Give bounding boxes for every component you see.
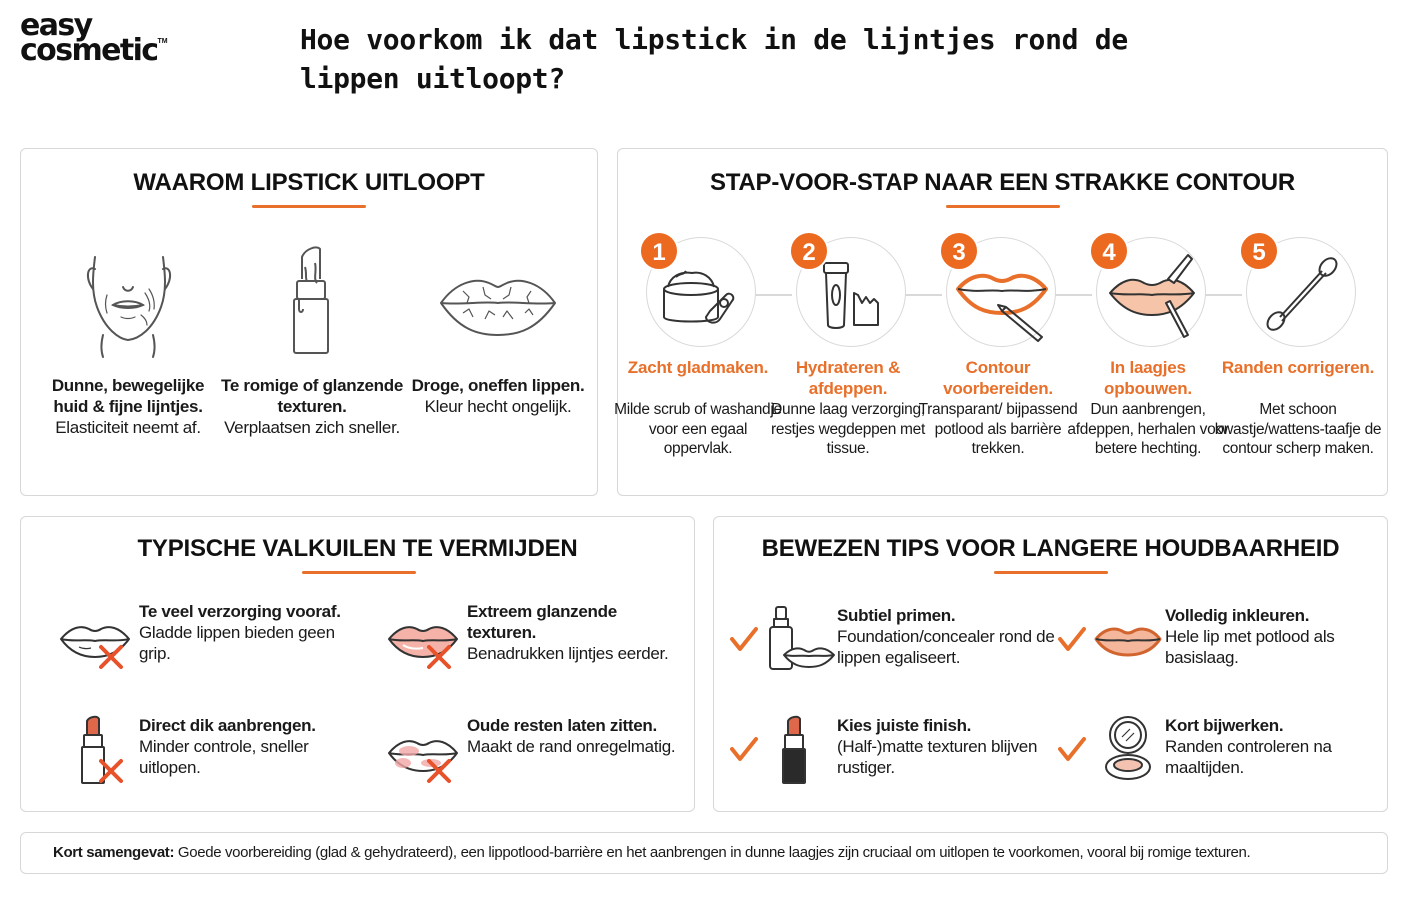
step-text: Dunne laag verzorging, restjes wegdeppen met tissue.: [771, 401, 925, 457]
step-text: Transparant/ bijpassend potlood als barrière trekken.: [918, 401, 1078, 457]
primer-bottle-icon: [728, 605, 838, 685]
cause-item: [403, 239, 593, 416]
tip-item: [1056, 715, 1376, 805]
pitfall-text: [139, 601, 359, 664]
step-number-badge: 1: [639, 231, 679, 271]
pitfall-text: [139, 715, 359, 778]
step-number-badge: 5: [1239, 231, 1279, 271]
causes-title: WAAROM LIPSTICK UITLOOPT: [133, 169, 485, 196]
tip-heading: Volledig inkleuren.: [1165, 606, 1310, 625]
pitfall-item: [59, 715, 359, 805]
pitfall-item: [387, 715, 687, 805]
title-underline: [946, 205, 1060, 208]
tip-item: [728, 605, 1055, 695]
brand-line-1: easy: [20, 8, 92, 43]
tip-heading: Subtiel primen.: [837, 606, 956, 625]
step-connector: [1202, 294, 1242, 296]
pitfall-heading: Oude resten laten zitten.: [467, 716, 657, 735]
step-text: Dun aanbrengen, afdeppen, herhalen voor betere hechting.: [1067, 401, 1229, 457]
smudged-lips-x-icon: [387, 715, 467, 795]
step-number-badge: 3: [939, 231, 979, 271]
step-connector: [1052, 294, 1092, 296]
check-icon: [732, 629, 756, 649]
title-underline: [302, 571, 416, 574]
steps-title: STAP-VOOR-STAP NAAR EEN STRAKKE CONTOUR: [709, 169, 1296, 196]
tip-text: [837, 715, 1057, 778]
pitfall-item: [387, 601, 687, 691]
summary-label: Kort samengevat:: [53, 844, 175, 861]
pitfall-text: [467, 715, 687, 757]
step-connector: [902, 294, 942, 296]
pitfall-text: [467, 601, 687, 664]
causes-panel: [20, 148, 598, 496]
cause-item: [33, 239, 223, 437]
compact-mirror-icon: [1056, 715, 1166, 795]
pitfall-heading: Direct dik aanbrengen.: [139, 716, 316, 735]
face-wrinkles-icon: [63, 239, 193, 359]
check-icon: [1060, 739, 1084, 759]
title-underline: [252, 205, 366, 208]
tip-heading: Kort bijwerken.: [1165, 716, 1284, 735]
step-text: Milde scrub of washandje voor een egaal oppervlak.: [614, 401, 782, 457]
tips-panel: [713, 516, 1388, 812]
glossy-lips-x-icon: [59, 601, 139, 681]
cause-item: [217, 239, 407, 437]
step-number-badge: 4: [1089, 231, 1129, 271]
pitfalls-title: TYPISCHE VALKUILEN TE VERMIJDEN: [137, 535, 578, 562]
cause-text: Verplaatsen zich sneller.: [224, 418, 400, 437]
tip-description: Hele lip met potlood als basislaag.: [1165, 627, 1335, 667]
step-title: Hydrateren & afdeppen.: [795, 358, 901, 398]
tips-title: BEWEZEN TIPS VOOR LANGERE HOUDBAARHEID: [761, 535, 1340, 562]
summary-bar: [20, 832, 1388, 874]
summary-text: Goede voorbereiding (glad & gehydrateerd), een lippotlood-barrière en het aanbrengen in dunne laagjes zijn cruciaal om uitlopen te voorkomen, vooral bij romige texturen.: [174, 844, 1251, 861]
tip-text: [837, 605, 1057, 668]
cause-text: Elasticiteit neemt af.: [55, 418, 201, 437]
cause-heading: Dunne, bewegelijke huid & fijne lijntjes. Elasticiteit neemt af.: [33, 375, 223, 438]
step-connector: [752, 294, 792, 296]
tip-heading: Kies juiste finish.: [837, 716, 972, 735]
tip-text: [1165, 605, 1385, 668]
pitfall-description: Gladde lippen bieden geen grip.: [139, 623, 335, 663]
step-title: In laagjes opbouwen.: [1104, 358, 1192, 398]
lipstick-x-icon: [59, 715, 139, 795]
check-icon: [1060, 629, 1084, 649]
page-title: Hoe voorkom ik dat lipstick in de lijntjes rond de lippen uitloopt?: [300, 23, 1128, 95]
step-title: Randen corrigeren.: [1221, 358, 1375, 377]
step-text: Met schoon kwastje/wattens-taafje de contour scherp maken.: [1214, 401, 1382, 457]
tip-text: [1165, 715, 1385, 778]
pitfall-item: [59, 601, 359, 691]
shiny-lips-x-icon: [387, 601, 467, 681]
tip-description: (Half-)matte texturen blijven rustiger.: [837, 737, 1038, 777]
title-underline: [994, 571, 1108, 574]
check-icon: [732, 739, 756, 759]
pitfall-description: Maakt de rand onregelmatig.: [467, 737, 676, 756]
pitfall-heading: Extreem glanzende texturen.: [467, 602, 617, 642]
step-title: Zacht gladmaken.: [627, 358, 769, 377]
filled-lips-icon: [1056, 605, 1166, 685]
cause-heading: Droge, oneffen lippen. Kleur hecht ongelijk.: [403, 375, 593, 417]
cause-text: Kleur hecht ongelijk.: [424, 397, 572, 416]
brand-line-2: cosmetic™: [20, 32, 168, 68]
step-title: Contour voorbereiden.: [943, 358, 1053, 398]
brand-logo: [20, 8, 180, 68]
tip-description: Foundation/concealer rond de lippen egaliseert.: [837, 627, 1055, 667]
melting-lipstick-icon: [247, 239, 377, 359]
tip-item: [1056, 605, 1376, 695]
steps-panel: [614, 148, 1388, 496]
cause-heading: Te romige of glanzende texturen. Verplaatsen zich sneller.: [217, 375, 407, 438]
pitfall-description: Minder controle, sneller uitlopen.: [139, 737, 309, 777]
matte-lipstick-icon: [728, 715, 838, 795]
tip-description: Randen controleren na maaltijden.: [1165, 737, 1332, 777]
pitfall-heading: Te veel verzorging vooraf.: [139, 602, 341, 621]
pitfalls-panel: [20, 516, 695, 812]
step-number-badge: 2: [789, 231, 829, 271]
dry-lips-icon: [433, 239, 563, 359]
pitfall-description: Benadrukken lijntjes eerder.: [467, 644, 669, 663]
tip-item: [728, 715, 1048, 805]
